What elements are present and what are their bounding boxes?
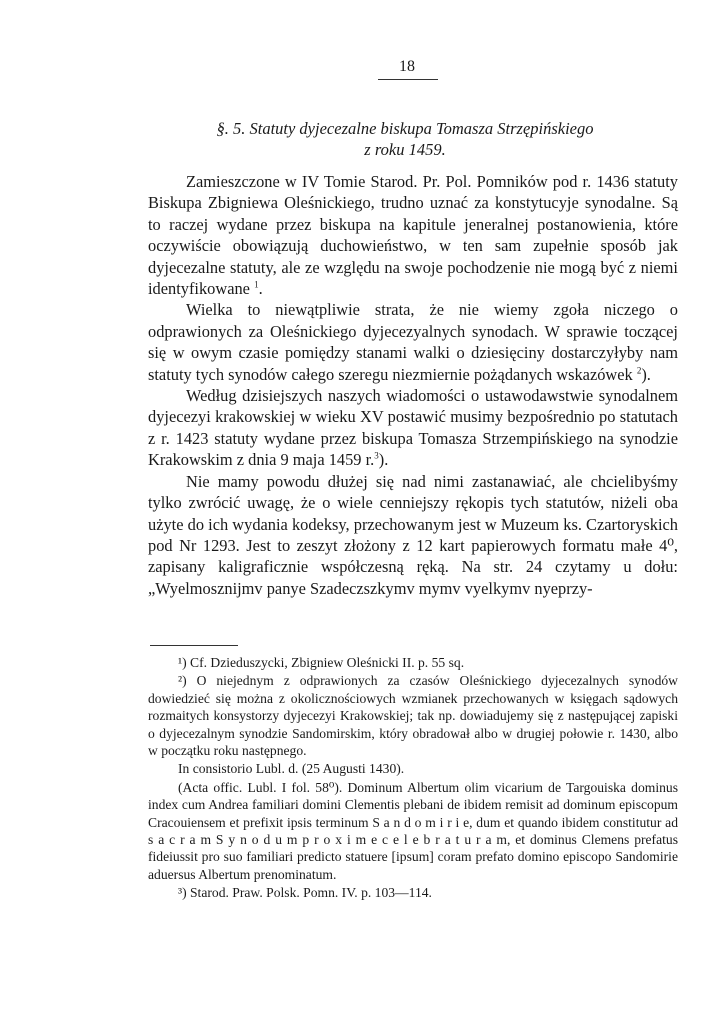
footnote-2: ²) O niejednym z odprawionych za czasów Oleśnickiego dyjecezalnych synodów dowiedzieć się można z okolicznościowych wzmianek przechowanych w księgach sądowych rozmaitych konsystorzy dyjecezyi Krakowskiej; tak np. dowiadujemy się z następującej zapiski o dyjecezalnym synodzie Sandomirskim, który obradował albo w drugiej połowie r. 1430, albo w początku roku następnego. <box>148 673 678 759</box>
footnote-2-citation: In consistorio Lubl. d. (25 Augusti 1430). <box>178 761 405 777</box>
section-heading <box>135 118 675 160</box>
footnote-separator <box>150 645 238 646</box>
page-number-rule <box>378 79 438 80</box>
paragraph-tail: ). <box>378 450 389 470</box>
paragraph-3 <box>148 385 678 471</box>
footnote-marker: 2 <box>636 365 642 376</box>
paragraph-2 <box>148 299 678 385</box>
footnote-marker: 1 <box>254 279 259 290</box>
paragraph-tail: ). <box>641 364 651 384</box>
paragraph-tail: . <box>258 279 263 299</box>
paragraph-text: Nie mamy powodu dłużej się nad nimi zastanawiać, ale chcielibyśmy tylko zwrócić uwagę, że o wiele cenniejszy rękopis tych statutów, niżeli oba użyte do ich wydania kodeksy, przechowanym jest w Muzeum ks. Czartoryskich pod Nr 1293. Jest to zeszyt złożony z 12 kart papierowych formatu małe 4⁰, zapisany kaligraficznie współczesną ręką. Na str. 24 czytamy u dołu: „Wyelmosznijmv panye Szadeczszkymv mymv vyelkymv nyeprzy- <box>148 471 678 598</box>
footnote-3: ³) Starod. Praw. Polsk. Pomn. IV. p. 103—114. <box>178 885 432 901</box>
paragraph-1 <box>148 171 678 299</box>
footnotes <box>148 654 678 903</box>
body-text <box>148 171 678 599</box>
footnote-marker: 3 <box>374 450 379 461</box>
footnote-2-latin-quote: (Acta offic. Lubl. I fol. 58⁰). Dominum Albertum olim vicarium de Targouiska dominus index cum Andrea familiari domini Clementis plebani de ibidem remisit ad dominum episcopum Cracouiensem et prefixit ipsis terminum S a n d o m i r i e, dum et quando ibidem constitutur ad s a c r a m S y n o d u m p r o x i m e c e l e b r a t u r a m, et dominus Clemens prefatus fideiussit pro suo familiari predicto statuere [ipsum] coram prefato domino episcopo Sandomirie aduersus Albertum prenominatum. <box>148 779 678 882</box>
paragraph-4 <box>148 471 678 599</box>
paragraph-text: Zamieszczone w IV Tomie Starod. Pr. Pol. Pomników pod r. 1436 statuty Biskupa Zbigniewa Oleśnickiego, trudno uznać za konstytucyje synodalne. Są to raczej wydane przez biskupa na kapitule jeneralnej postanowienia, które oczywiście obowiązują duchowieństwo, w ten sam zupełnie sposób jak dyjecezalne statuty, ale ze względu na swoje pochodzenie nie mogą być z niemi identyfikowane <box>148 172 678 299</box>
section-heading-line-1: §. 5. Statuty dyjecezalne biskupa Tomasza Strzępińskiego <box>216 119 594 138</box>
footnote-1: ¹) Cf. Dzieduszycki, Zbigniew Oleśnicki II. p. 55 sq. <box>178 655 465 670</box>
section-heading-line-2: z roku 1459. <box>364 140 446 159</box>
paragraph-text: Według dzisiejszych naszych wiadomości o ustawodawstwie synodalnem dyjecezyi krakowskiej w wieku XV postawić musimy bezpośrednio po statutach z r. 1423 statuty wydane przez biskupa Tomasza Strzempińskiego na synodzie Krakowskim z dnia 9 maja 1459 r. <box>148 386 678 470</box>
page-number: 18 <box>399 58 415 75</box>
paragraph-text: Wielka to niewątpliwie strata, że nie wiemy zgoła niczego o odprawionych za Oleśnickiego dyjecezyalnych synodach. W sprawie toczącej się w owym czasie pomiędzy stanami walki o dziesięciny dostarczyłyby nam statuty tych synodów całego szeregu niezmiernie pożądanych wskazówek <box>148 300 678 384</box>
